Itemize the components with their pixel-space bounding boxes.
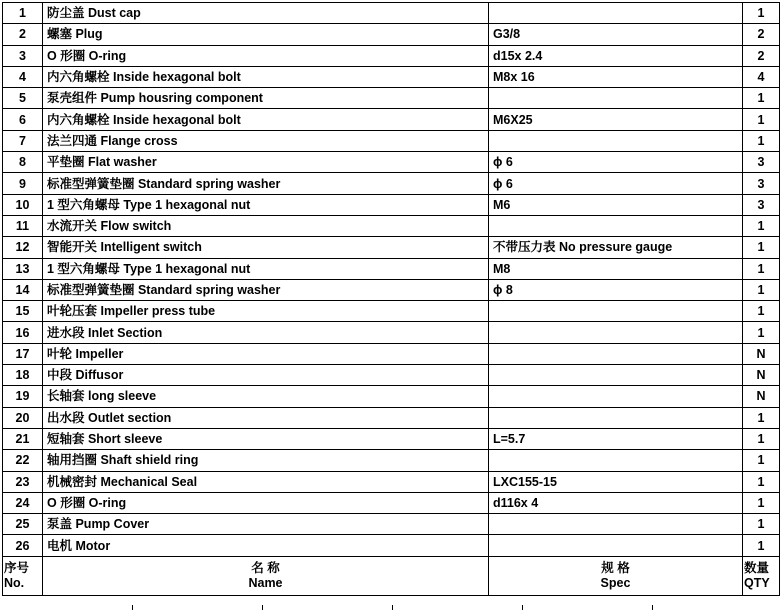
- part-number: 20: [3, 407, 43, 428]
- table-row: [3, 237, 780, 258]
- lower-table-divider: [652, 605, 653, 610]
- part-spec: M8x 16: [489, 66, 743, 87]
- part-number: 24: [3, 492, 43, 513]
- part-number: 26: [3, 535, 43, 556]
- part-name: 平垫圈 Flat washer: [43, 152, 489, 173]
- part-spec: ϕ 6: [489, 173, 743, 194]
- part-qty: 1: [743, 450, 780, 471]
- part-number: 13: [3, 258, 43, 279]
- header-no: [3, 556, 43, 595]
- table-row: [3, 24, 780, 45]
- part-number: 10: [3, 194, 43, 215]
- part-spec: [489, 450, 743, 471]
- part-qty: 2: [743, 45, 780, 66]
- part-qty: 3: [743, 173, 780, 194]
- part-spec: [489, 535, 743, 556]
- part-name: 出水段 Outlet section: [43, 407, 489, 428]
- header-spec: [489, 556, 743, 595]
- part-qty: 1: [743, 492, 780, 513]
- part-name: 电机 Motor: [43, 535, 489, 556]
- part-qty: N: [743, 386, 780, 407]
- table-row: [3, 365, 780, 386]
- parts-table-body: [3, 3, 780, 557]
- lower-table-divider: [262, 605, 263, 610]
- part-number: 8: [3, 152, 43, 173]
- part-number: 3: [3, 45, 43, 66]
- part-number: 4: [3, 66, 43, 87]
- part-name: 短轴套 Short sleeve: [43, 428, 489, 449]
- part-qty: 1: [743, 428, 780, 449]
- part-qty: 3: [743, 152, 780, 173]
- header-name: [43, 556, 489, 595]
- part-name: 内六角螺栓 Inside hexagonal bolt: [43, 66, 489, 87]
- part-number: 9: [3, 173, 43, 194]
- table-row: [3, 194, 780, 215]
- table-row: [3, 88, 780, 109]
- part-number: 15: [3, 301, 43, 322]
- part-spec: 不带压力表 No pressure gauge: [489, 237, 743, 258]
- part-name: 叶轮 Impeller: [43, 343, 489, 364]
- part-qty: 1: [743, 471, 780, 492]
- table-row: [3, 535, 780, 556]
- part-name: 进水段 Inlet Section: [43, 322, 489, 343]
- part-name: 1 型六角螺母 Type 1 hexagonal nut: [43, 258, 489, 279]
- table-header-row: [3, 556, 780, 595]
- part-name: 叶轮压套 Impeller press tube: [43, 301, 489, 322]
- part-spec: L=5.7: [489, 428, 743, 449]
- table-row: [3, 215, 780, 236]
- part-qty: 1: [743, 237, 780, 258]
- part-qty: 1: [743, 109, 780, 130]
- table-row: [3, 152, 780, 173]
- table-row: [3, 66, 780, 87]
- part-name: 防尘盖 Dust cap: [43, 3, 489, 24]
- parts-list-sheet: [2, 2, 779, 596]
- table-row: [3, 301, 780, 322]
- part-spec: M8: [489, 258, 743, 279]
- table-row: [3, 322, 780, 343]
- part-qty: 1: [743, 279, 780, 300]
- header-name-cn: 名 称: [251, 560, 280, 575]
- part-name: 轴用挡圈 Shaft shield ring: [43, 450, 489, 471]
- part-spec: [489, 343, 743, 364]
- lower-table-divider: [522, 605, 523, 610]
- part-spec: [489, 322, 743, 343]
- header-spec-en: Spec: [600, 575, 631, 590]
- part-number: 21: [3, 428, 43, 449]
- part-spec: d15x 2.4: [489, 45, 743, 66]
- part-spec: [489, 514, 743, 535]
- part-spec: [489, 407, 743, 428]
- header-qty-cn: 数量: [744, 560, 770, 575]
- table-row: [3, 173, 780, 194]
- table-row: [3, 343, 780, 364]
- part-spec: ϕ 6: [489, 152, 743, 173]
- part-spec: [489, 365, 743, 386]
- part-spec: G3/8: [489, 24, 743, 45]
- table-row: [3, 514, 780, 535]
- part-qty: 1: [743, 514, 780, 535]
- part-spec: d116x 4: [489, 492, 743, 513]
- part-number: 1: [3, 3, 43, 24]
- header-no-en: No.: [4, 575, 25, 590]
- part-number: 18: [3, 365, 43, 386]
- parts-table: [2, 2, 780, 596]
- part-number: 6: [3, 109, 43, 130]
- part-name: 泵壳组件 Pump housring component: [43, 88, 489, 109]
- part-number: 12: [3, 237, 43, 258]
- part-name: 机械密封 Mechanical Seal: [43, 471, 489, 492]
- header-no-cn: 序号: [4, 560, 30, 575]
- table-row: [3, 258, 780, 279]
- table-row: [3, 492, 780, 513]
- part-name: 内六角螺栓 Inside hexagonal bolt: [43, 109, 489, 130]
- part-number: 25: [3, 514, 43, 535]
- part-name: 智能开关 Intelligent switch: [43, 237, 489, 258]
- part-qty: 1: [743, 88, 780, 109]
- table-row: [3, 279, 780, 300]
- header-spec-cn: 规 格: [601, 560, 630, 575]
- part-qty: 1: [743, 535, 780, 556]
- part-name: 水流开关 Flow switch: [43, 215, 489, 236]
- part-name: 1 型六角螺母 Type 1 hexagonal nut: [43, 194, 489, 215]
- table-row: [3, 109, 780, 130]
- table-row: [3, 471, 780, 492]
- part-spec: ϕ 8: [489, 279, 743, 300]
- table-row: [3, 45, 780, 66]
- header-name-en: Name: [248, 575, 283, 590]
- part-spec: M6X25: [489, 109, 743, 130]
- part-qty: 3: [743, 194, 780, 215]
- part-spec: LXC155-15: [489, 471, 743, 492]
- part-number: 14: [3, 279, 43, 300]
- part-name: 长轴套 long sleeve: [43, 386, 489, 407]
- part-qty: 1: [743, 130, 780, 151]
- part-qty: N: [743, 365, 780, 386]
- part-spec: [489, 215, 743, 236]
- part-number: 17: [3, 343, 43, 364]
- part-name: 标准型弹簧垫圈 Standard spring washer: [43, 173, 489, 194]
- table-row: [3, 407, 780, 428]
- part-qty: 1: [743, 215, 780, 236]
- part-spec: [489, 88, 743, 109]
- table-row: [3, 428, 780, 449]
- part-spec: [489, 301, 743, 322]
- part-name: 中段 Diffusor: [43, 365, 489, 386]
- part-qty: N: [743, 343, 780, 364]
- part-number: 16: [3, 322, 43, 343]
- part-spec: [489, 386, 743, 407]
- table-row: [3, 450, 780, 471]
- part-spec: [489, 3, 743, 24]
- lower-table-divider: [132, 605, 133, 610]
- table-row: [3, 3, 780, 24]
- part-name: O 形圈 O-ring: [43, 492, 489, 513]
- part-qty: 1: [743, 258, 780, 279]
- part-qty: 1: [743, 301, 780, 322]
- table-row: [3, 130, 780, 151]
- part-name: 螺塞 Plug: [43, 24, 489, 45]
- part-number: 2: [3, 24, 43, 45]
- part-name: O 形圈 O-ring: [43, 45, 489, 66]
- part-qty: 4: [743, 66, 780, 87]
- part-qty: 1: [743, 3, 780, 24]
- part-number: 19: [3, 386, 43, 407]
- part-name: 泵盖 Pump Cover: [43, 514, 489, 535]
- part-qty: 1: [743, 407, 780, 428]
- part-number: 22: [3, 450, 43, 471]
- part-number: 5: [3, 88, 43, 109]
- part-spec: [489, 130, 743, 151]
- part-spec: M6: [489, 194, 743, 215]
- part-qty: 2: [743, 24, 780, 45]
- part-name: 标准型弹簧垫圈 Standard spring washer: [43, 279, 489, 300]
- part-number: 11: [3, 215, 43, 236]
- header-qty-en: QTY: [744, 575, 770, 590]
- header-qty: [743, 556, 780, 595]
- lower-table-divider: [392, 605, 393, 610]
- part-number: 7: [3, 130, 43, 151]
- part-number: 23: [3, 471, 43, 492]
- table-row: [3, 386, 780, 407]
- part-qty: 1: [743, 322, 780, 343]
- part-name: 法兰四通 Flange cross: [43, 130, 489, 151]
